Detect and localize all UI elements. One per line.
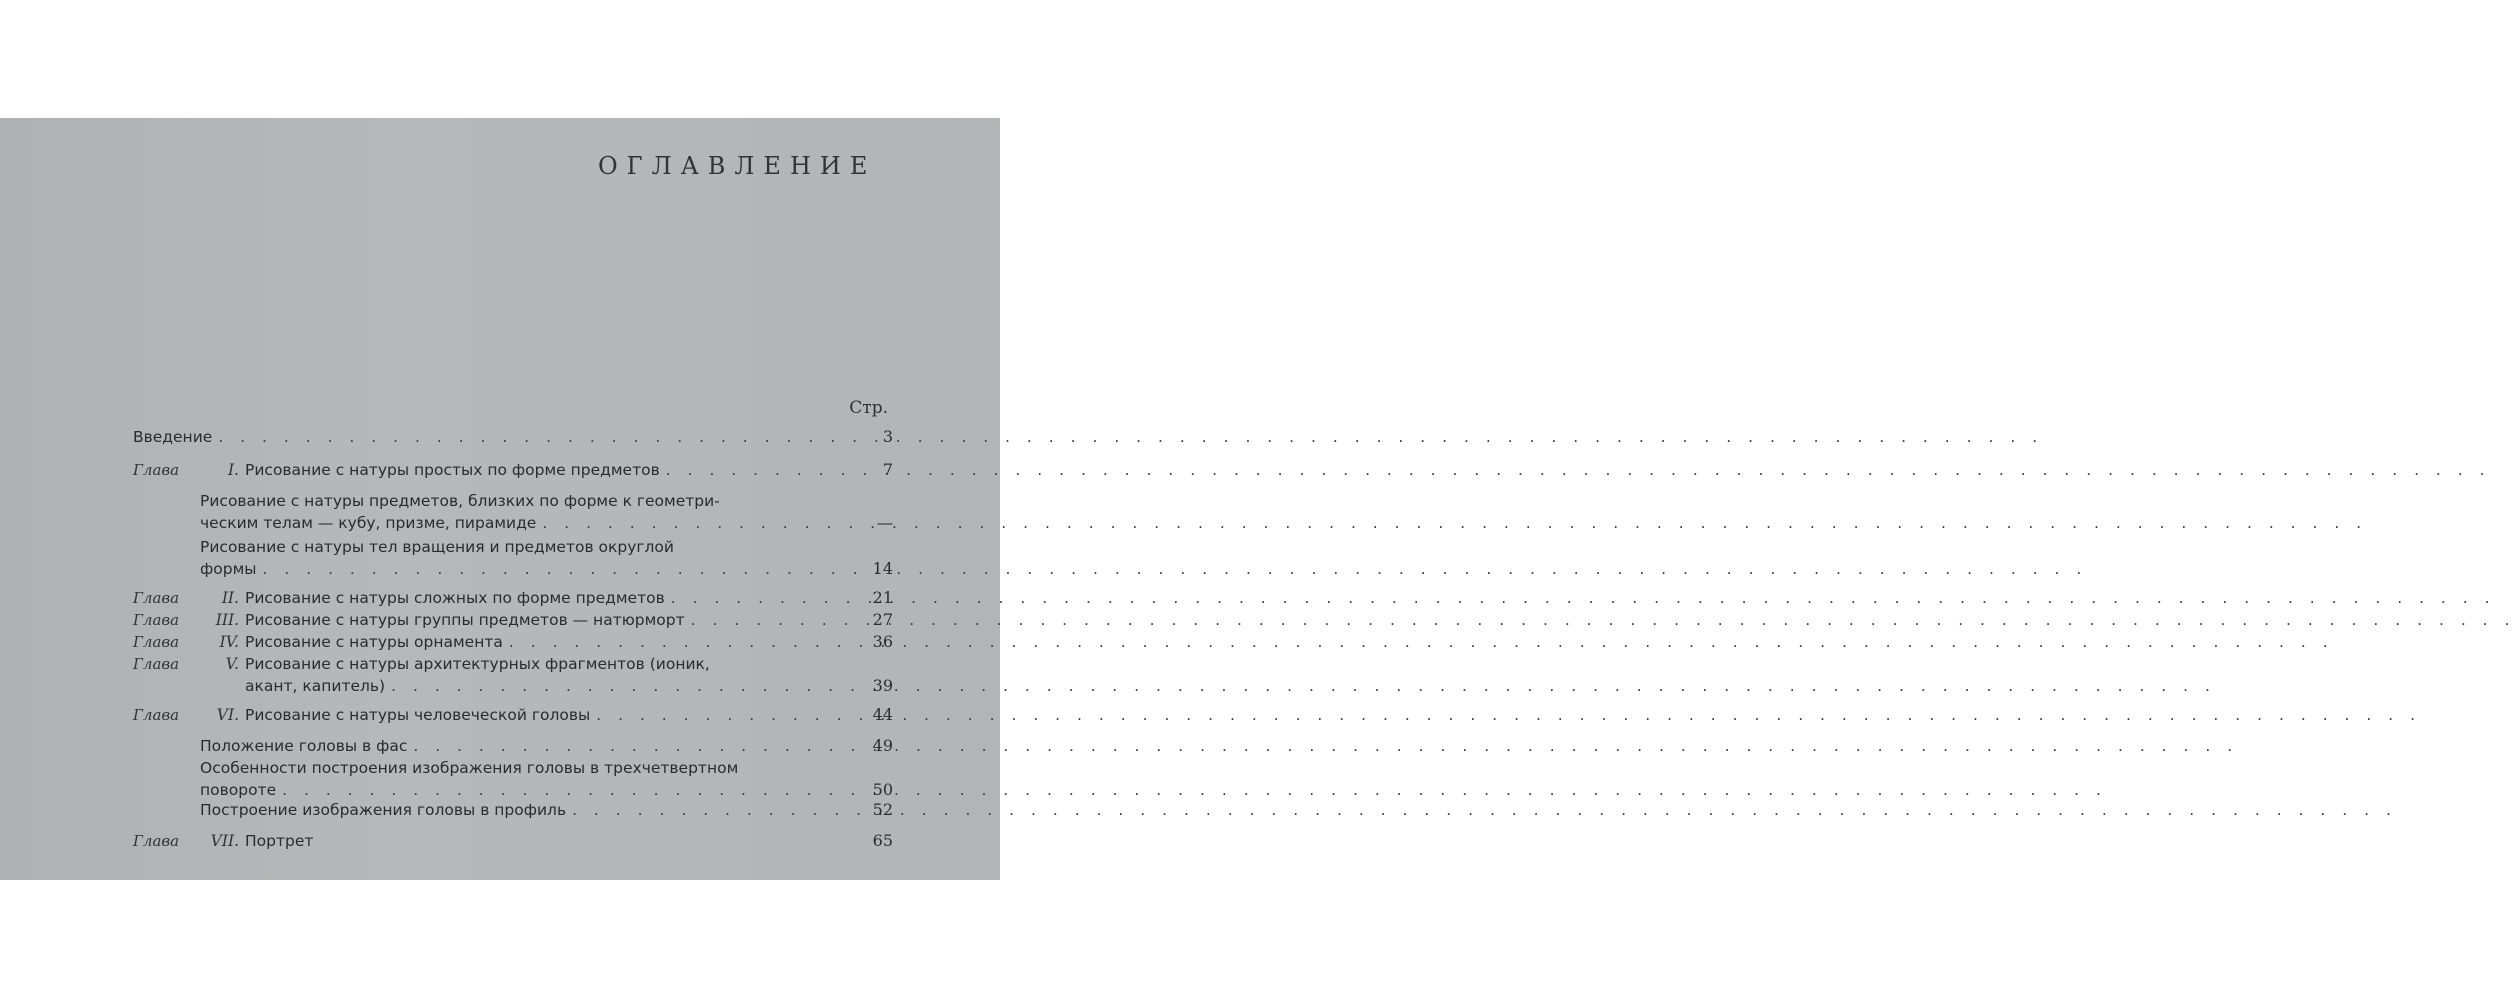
chapter-number: II. <box>221 589 239 607</box>
toc-entry-text: формы <box>200 560 257 578</box>
dot-leader <box>276 779 849 801</box>
toc-entry-text: повороте <box>200 781 277 799</box>
chapter-label: Глава <box>133 611 180 629</box>
toc-entry-chapter-2 <box>133 587 893 609</box>
dot-leader <box>590 704 849 726</box>
toc-entry-chapter-7 <box>133 830 893 852</box>
toc-subentry-6-1 <box>200 735 893 757</box>
dot-leader <box>257 558 849 580</box>
chapter-number: VII. <box>210 832 239 850</box>
toc-subentry-1-1 <box>200 512 893 534</box>
chapter-label: Глава <box>133 633 180 651</box>
chapter-label: Глава <box>133 655 180 673</box>
chapter-number: III. <box>215 611 239 629</box>
page-number: 44 <box>872 705 893 724</box>
toc-entry-chapter-5-line1 <box>133 653 903 675</box>
toc-entry-chapter-3 <box>133 609 893 631</box>
page-number: 27 <box>872 610 893 629</box>
chapter-label: Глава <box>133 706 180 724</box>
toc-entry-chapter-4 <box>133 631 893 653</box>
dot-leader <box>665 587 849 609</box>
dot-leader <box>566 799 849 821</box>
toc-subentry-6-3 <box>200 799 893 821</box>
toc-entry-text: Рисование с натуры сложных по форме предметов <box>245 589 665 607</box>
chapter-label: Глава <box>133 461 180 479</box>
toc-entry-chapter-1 <box>133 459 893 481</box>
page-number: 65 <box>872 831 893 850</box>
page-number: 50 <box>872 780 893 799</box>
toc-entry-text: Рисование с натуры группы предметов — натюрморт <box>245 611 685 629</box>
toc-entry-text: Портрет <box>245 832 314 850</box>
toc-subentry-1-1-line1: Рисование с натуры предметов, близких по форме к геометри- <box>200 492 720 510</box>
dot-leader <box>660 459 849 481</box>
dot-leader <box>536 512 849 534</box>
chapter-number: IV. <box>219 633 239 651</box>
toc-entry-text: Построение изображения головы в профиль <box>200 801 567 819</box>
toc-entry-text: ческим телам — кубу, призме, пирамиде <box>200 514 537 532</box>
toc-entry-text: Введение <box>133 428 213 446</box>
page-number: 14 <box>872 559 893 578</box>
dot-leader <box>685 609 849 631</box>
dot-leader <box>503 631 849 653</box>
page-number: 7 <box>882 460 893 479</box>
toc-entry-text: акант, капитель) <box>245 677 386 695</box>
toc-entry-text: Рисование с натуры архитектурных фрагментов (ионик, <box>245 655 710 673</box>
page-number: 21 <box>872 588 893 607</box>
page-number: 49 <box>872 736 893 755</box>
toc-subentry-6-2-line1: Особенности построения изображения головы в трехчетвертном <box>200 759 739 777</box>
chapter-number: VI. <box>216 706 239 724</box>
toc-entry-chapter-5 <box>245 675 893 697</box>
page-number: 3 <box>882 427 893 446</box>
chapter-label: Глава <box>133 589 180 607</box>
page-number: 52 <box>872 800 893 819</box>
page-number: 36 <box>872 632 893 651</box>
dot-leader <box>385 675 849 697</box>
book-page <box>0 118 1000 880</box>
page-number: — <box>877 513 893 532</box>
toc-entry-intro <box>133 426 893 448</box>
toc-entry-chapter-6 <box>133 704 893 726</box>
chapter-number: V. <box>225 655 239 673</box>
toc-subentry-1-2-line1: Рисование с натуры тел вращения и предметов округлой <box>200 538 674 556</box>
chapter-label: Глава <box>133 832 180 850</box>
page-title: ОГЛАВЛЕНИЕ <box>598 152 877 180</box>
page-column-label: Стр. <box>849 398 888 418</box>
toc-subentry-1-2 <box>200 558 893 580</box>
toc-entry-text: Рисование с натуры орнамента <box>245 633 503 651</box>
chapter-number: I. <box>227 461 239 479</box>
toc-entry-text: Положение головы в фас <box>200 737 408 755</box>
toc-entry-text: Рисование с натуры простых по форме предметов <box>245 461 660 479</box>
toc-entry-text: Рисование с натуры человеческой головы <box>245 706 591 724</box>
dot-leader <box>212 426 849 448</box>
dot-leader <box>407 735 849 757</box>
toc-subentry-6-2 <box>200 779 893 801</box>
page-number: 39 <box>872 676 893 695</box>
